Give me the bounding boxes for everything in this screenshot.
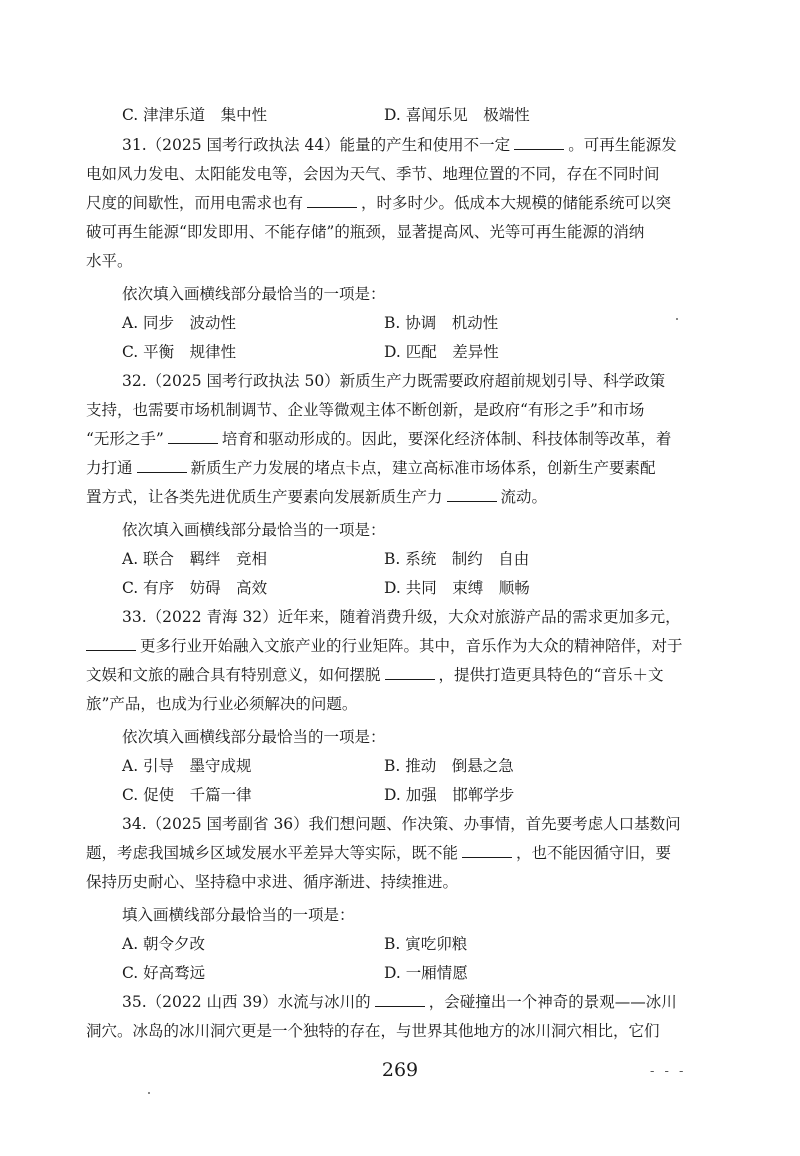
q32-stem-line5: 置方式，让各类先进优质生产要素向发展新质生产力 流动。 (86, 488, 548, 506)
q31-stem-line5: 水平。 (86, 252, 133, 270)
answer-blank (514, 135, 564, 150)
q34-stem-line2: 题，考虑我国城乡区域发展水平差异大等实际，既不能 ，也不能因循守旧，要 (86, 844, 672, 862)
q32-stem-line2: 支持，也需要市场机制调节、企业等微观主体不断创新，是政府“有形之手”和市场 (86, 401, 645, 419)
q34-stem-line1: 34.（2025 国考副省 36）我们想问题、作决策、办事情，首先要考虑人口基数问 (122, 815, 681, 833)
q32-stem-line3: “无形之手” 培育和驱动形成的。因此，要深化经济体制、科技体制等改革，着 (86, 430, 672, 448)
corner-mark: - - - (650, 1064, 687, 1079)
q30-option-c: C. 津津乐道 集中性 (122, 106, 268, 124)
answer-blank (375, 992, 425, 1007)
q33-option-b: B. 推动 倒悬之急 (384, 757, 514, 775)
q33-stem-line1: 33.（2022 青海 32）近年来，随着消费升级，大众对旅游产品的需求更加多元， (122, 608, 681, 626)
q32-option-c: C. 有序 妨碍 高效 (122, 579, 268, 597)
q35-stem-line2: 洞穴。冰岛的冰川洞穴更是一个独特的存在，与世界其他地方的冰川洞穴相比，它们 (86, 1022, 660, 1040)
answer-blank (86, 636, 136, 651)
q32-option-b: B. 系统 制约 自由 (384, 550, 530, 568)
answer-blank (447, 487, 497, 502)
q31-option-d: D. 匹配 差异性 (384, 343, 499, 361)
q32-stem-line1: 32.（2025 国考行政执法 50）新质生产力既需要政府超前规划引导、科学政策 (122, 372, 666, 390)
q33-option-a: A. 引导 墨守成规 (122, 757, 252, 775)
scan-speck (148, 1092, 150, 1094)
q33-option-c: C. 促使 千篇一律 (122, 786, 252, 804)
q31-option-c: C. 平衡 规律性 (122, 343, 237, 361)
q30-option-d: D. 喜闻乐见 极端性 (384, 106, 530, 124)
q31-stem-line1: 31.（2025 国考行政执法 44）能量的产生和使用不一定 。可再生能源发 (122, 136, 677, 154)
page-number: 269 (381, 1059, 419, 1081)
q32-option-a: A. 联合 羁绊 竞相 (122, 550, 268, 568)
q31-prompt: 依次填入画横线部分最恰当的一项是： (122, 285, 386, 303)
q34-stem-line3: 保持历史耐心、坚持稳中求进、循序渐进、持续推进。 (86, 873, 459, 891)
q31-option-b: B. 协调 机动性 (384, 314, 499, 332)
q33-stem-line4: 旅”产品，也成为行业必须解决的问题。 (86, 695, 358, 713)
answer-blank (307, 193, 357, 208)
q31-stem-line2: 电如风力发电、太阳能发电等，会因为天气、季节、地理位置的不同，存在不同时间 (86, 165, 660, 183)
q33-option-d: D. 加强 邯郸学步 (384, 786, 515, 804)
q33-prompt: 依次填入画横线部分最恰当的一项是： (122, 728, 386, 746)
q34-option-d: D. 一厢情愿 (384, 964, 468, 982)
q34-option-b: B. 寅吃卯粮 (384, 935, 468, 953)
q32-stem-line4: 力打通 新质生产力发展的堵点卡点，建立高标准市场体系，创新生产要素配 (86, 459, 656, 477)
q33-stem-line2: 更多行业开始融入文旅产业的行业矩阵。其中，音乐作为大众的精神陪伴，对于 (86, 635, 683, 657)
scan-speck (676, 318, 678, 320)
answer-blank (168, 429, 218, 444)
q32-prompt: 依次填入画横线部分最恰当的一项是： (122, 521, 386, 539)
q34-option-c: C. 好高骛远 (122, 964, 206, 982)
q32-option-d: D. 共同 束缚 顺畅 (384, 579, 530, 597)
q35-stem-line1: 35.（2022 山西 39）水流与冰川的 ，会碰撞出一个神奇的景观——冰川 (122, 993, 677, 1011)
answer-blank (462, 843, 512, 858)
q34-prompt: 填入画横线部分最恰当的一项是： (122, 906, 355, 924)
answer-blank (385, 665, 435, 680)
answer-blank (137, 458, 187, 473)
q33-stem-line3: 文娱和文旅的融合具有特别意义，如何摆脱 ，提供打造更具特色的“音乐＋文 (86, 666, 664, 684)
q34-option-a: A. 朝令夕改 (122, 935, 206, 953)
q31-stem-line3: 尺度的间歇性，而用电需求也有 ，时多时少。低成本大规模的储能系统可以突 (86, 194, 672, 212)
q31-option-a: A. 同步 波动性 (122, 314, 237, 332)
q31-stem-line4: 破可再生能源“即发即用、不能存储”的瓶颈，显著提高风、光等可再生能源的消纳 (86, 223, 645, 241)
